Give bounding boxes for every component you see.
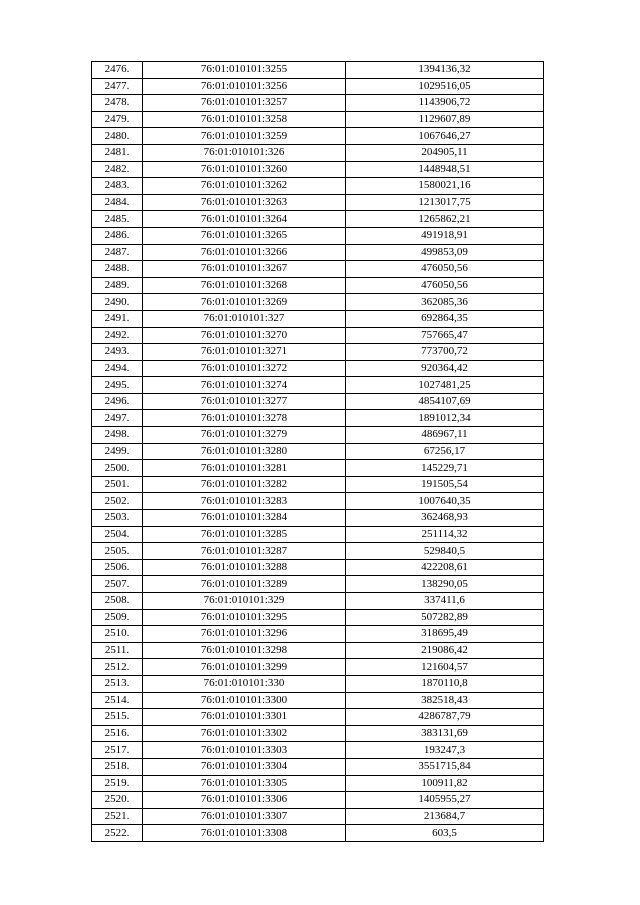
cadastral-number-cell: 76:01:010101:3279 [143,427,346,444]
row-number-cell: 2499. [92,443,143,460]
value-cell: 337411,6 [346,593,544,610]
cadastral-number-cell: 76:01:010101:330 [143,675,346,692]
row-number-cell: 2504. [92,526,143,543]
cadastral-number-cell: 76:01:010101:3298 [143,642,346,659]
value-cell: 204905,11 [346,144,544,161]
value-cell: 507282,89 [346,609,544,626]
row-number-cell: 2519. [92,775,143,792]
row-number-cell: 2497. [92,410,143,427]
table-row [92,95,544,112]
table-row [92,327,544,344]
cadastral-number-cell: 76:01:010101:3262 [143,178,346,195]
cadastral-number-cell: 76:01:010101:3257 [143,95,346,112]
value-cell: 422208,61 [346,559,544,576]
cadastral-number-cell: 76:01:010101:3260 [143,161,346,178]
row-number-cell: 2486. [92,227,143,244]
cadastral-number-cell: 76:01:010101:3269 [143,294,346,311]
value-cell: 1405955,27 [346,792,544,809]
row-number-cell: 2481. [92,144,143,161]
value-cell: 476050,56 [346,277,544,294]
table-row [92,244,544,261]
cadastral-number-cell: 76:01:010101:3258 [143,111,346,128]
table-row [92,825,544,842]
row-number-cell: 2510. [92,626,143,643]
row-number-cell: 2487. [92,244,143,261]
value-cell: 193247,3 [346,742,544,759]
table-row [92,808,544,825]
row-number-cell: 2520. [92,792,143,809]
cadastral-number-cell: 76:01:010101:3308 [143,825,346,842]
row-number-cell: 2478. [92,95,143,112]
cadastral-number-cell: 76:01:010101:3264 [143,211,346,228]
row-number-cell: 2515. [92,709,143,726]
cadastral-number-cell: 76:01:010101:3263 [143,194,346,211]
table-row [92,78,544,95]
row-number-cell: 2476. [92,62,143,79]
value-cell: 3551715,84 [346,758,544,775]
value-cell: 1067646,27 [346,128,544,145]
table-body [92,62,544,842]
table-row [92,310,544,327]
value-cell: 1129607,89 [346,111,544,128]
table-row [92,742,544,759]
row-number-cell: 2521. [92,808,143,825]
row-number-cell: 2480. [92,128,143,145]
row-number-cell: 2495. [92,377,143,394]
cadastral-number-cell: 76:01:010101:3288 [143,559,346,576]
row-number-cell: 2517. [92,742,143,759]
value-cell: 4286787,79 [346,709,544,726]
row-number-cell: 2511. [92,642,143,659]
row-number-cell: 2518. [92,758,143,775]
value-cell: 773700,72 [346,344,544,361]
value-cell: 219086,42 [346,642,544,659]
cadastral-number-cell: 76:01:010101:3284 [143,510,346,527]
cadastral-number-cell: 76:01:010101:3266 [143,244,346,261]
row-number-cell: 2488. [92,261,143,278]
value-cell: 100911,82 [346,775,544,792]
table-row [92,543,544,560]
row-number-cell: 2484. [92,194,143,211]
value-cell: 191505,54 [346,476,544,493]
cadastral-number-cell: 76:01:010101:3267 [143,261,346,278]
table-row [92,493,544,510]
table-row [92,410,544,427]
cadastral-number-cell: 76:01:010101:3265 [143,227,346,244]
cadastral-number-cell: 76:01:010101:3277 [143,393,346,410]
table-row [92,128,544,145]
row-number-cell: 2483. [92,178,143,195]
row-number-cell: 2522. [92,825,143,842]
table-row [92,344,544,361]
row-number-cell: 2493. [92,344,143,361]
table-row [92,111,544,128]
value-cell: 1448948,51 [346,161,544,178]
table-row [92,709,544,726]
table-row [92,526,544,543]
cadastral-number-cell: 76:01:010101:3289 [143,576,346,593]
row-number-cell: 2512. [92,659,143,676]
table-row [92,294,544,311]
table-row [92,161,544,178]
value-cell: 603,5 [346,825,544,842]
table-row [92,642,544,659]
row-number-cell: 2514. [92,692,143,709]
value-cell: 692864,35 [346,310,544,327]
cadastral-number-cell: 76:01:010101:3303 [143,742,346,759]
value-cell: 1213017,75 [346,194,544,211]
table-row [92,659,544,676]
table-row [92,692,544,709]
cadastral-number-cell: 76:01:010101:327 [143,310,346,327]
row-number-cell: 2492. [92,327,143,344]
table-row [92,227,544,244]
table-row [92,576,544,593]
value-cell: 1265862,21 [346,211,544,228]
table-row [92,626,544,643]
value-cell: 1027481,25 [346,377,544,394]
value-cell: 145229,71 [346,460,544,477]
row-number-cell: 2491. [92,310,143,327]
row-number-cell: 2501. [92,476,143,493]
table-row [92,277,544,294]
row-number-cell: 2516. [92,725,143,742]
value-cell: 121604,57 [346,659,544,676]
cadastral-number-cell: 76:01:010101:3282 [143,476,346,493]
value-cell: 362085,36 [346,294,544,311]
table-row [92,261,544,278]
row-number-cell: 2505. [92,543,143,560]
value-cell: 529840,5 [346,543,544,560]
value-cell: 1870110,8 [346,675,544,692]
table-row [92,775,544,792]
table-row [92,443,544,460]
cadastral-number-cell: 76:01:010101:3301 [143,709,346,726]
cadastral-number-cell: 76:01:010101:3259 [143,128,346,145]
table-row [92,609,544,626]
value-cell: 362468,93 [346,510,544,527]
row-number-cell: 2494. [92,360,143,377]
cadastral-number-cell: 76:01:010101:3285 [143,526,346,543]
value-cell: 318695,49 [346,626,544,643]
value-cell: 67256,17 [346,443,544,460]
row-number-cell: 2490. [92,294,143,311]
cadastral-number-cell: 76:01:010101:329 [143,593,346,610]
cadastral-number-cell: 76:01:010101:3270 [143,327,346,344]
table-row [92,178,544,195]
row-number-cell: 2502. [92,493,143,510]
cadastral-number-cell: 76:01:010101:3278 [143,410,346,427]
row-number-cell: 2479. [92,111,143,128]
value-cell: 757665,47 [346,327,544,344]
cadastral-number-cell: 76:01:010101:326 [143,144,346,161]
row-number-cell: 2506. [92,559,143,576]
cadastral-number-cell: 76:01:010101:3255 [143,62,346,79]
value-cell: 382518,43 [346,692,544,709]
cadastral-number-cell: 76:01:010101:3300 [143,692,346,709]
row-number-cell: 2485. [92,211,143,228]
table-row [92,393,544,410]
row-number-cell: 2507. [92,576,143,593]
value-cell: 491918,91 [346,227,544,244]
cadastral-number-cell: 76:01:010101:3296 [143,626,346,643]
table-row [92,675,544,692]
row-number-cell: 2508. [92,593,143,610]
table-row [92,510,544,527]
cadastral-number-cell: 76:01:010101:3287 [143,543,346,560]
value-cell: 4854107,69 [346,393,544,410]
cadastral-number-cell: 76:01:010101:3268 [143,277,346,294]
row-number-cell: 2489. [92,277,143,294]
value-cell: 1891012,34 [346,410,544,427]
value-cell: 920364,42 [346,360,544,377]
row-number-cell: 2500. [92,460,143,477]
row-number-cell: 2496. [92,393,143,410]
value-cell: 213684,7 [346,808,544,825]
table-row [92,460,544,477]
cadastral-number-cell: 76:01:010101:3299 [143,659,346,676]
value-cell: 251114,32 [346,526,544,543]
cadastral-number-cell: 76:01:010101:3304 [143,758,346,775]
cadastral-value-table [91,61,544,842]
row-number-cell: 2503. [92,510,143,527]
value-cell: 1007640,35 [346,493,544,510]
table-row [92,144,544,161]
cadastral-number-cell: 76:01:010101:3295 [143,609,346,626]
row-number-cell: 2509. [92,609,143,626]
cadastral-number-cell: 76:01:010101:3305 [143,775,346,792]
table-row [92,593,544,610]
value-cell: 1029516,05 [346,78,544,95]
table-row [92,792,544,809]
table-row [92,725,544,742]
cadastral-number-cell: 76:01:010101:3281 [143,460,346,477]
cadastral-number-cell: 76:01:010101:3302 [143,725,346,742]
table-row [92,211,544,228]
value-cell: 476050,56 [346,261,544,278]
cadastral-number-cell: 76:01:010101:3271 [143,344,346,361]
value-cell: 383131,69 [346,725,544,742]
value-cell: 1580021,16 [346,178,544,195]
table-row [92,360,544,377]
table-row [92,758,544,775]
cadastral-number-cell: 76:01:010101:3272 [143,360,346,377]
table-row [92,559,544,576]
table-row [92,377,544,394]
row-number-cell: 2482. [92,161,143,178]
value-cell: 1143906,72 [346,95,544,112]
table-row [92,194,544,211]
row-number-cell: 2477. [92,78,143,95]
cadastral-number-cell: 76:01:010101:3307 [143,808,346,825]
table-row [92,476,544,493]
value-cell: 138290,05 [346,576,544,593]
value-cell: 1394136,32 [346,62,544,79]
row-number-cell: 2498. [92,427,143,444]
row-number-cell: 2513. [92,675,143,692]
cadastral-number-cell: 76:01:010101:3283 [143,493,346,510]
cadastral-number-cell: 76:01:010101:3274 [143,377,346,394]
cadastral-number-cell: 76:01:010101:3280 [143,443,346,460]
cadastral-number-cell: 76:01:010101:3306 [143,792,346,809]
table-row [92,62,544,79]
table-row [92,427,544,444]
cadastral-number-cell: 76:01:010101:3256 [143,78,346,95]
value-cell: 499853,09 [346,244,544,261]
value-cell: 486967,11 [346,427,544,444]
